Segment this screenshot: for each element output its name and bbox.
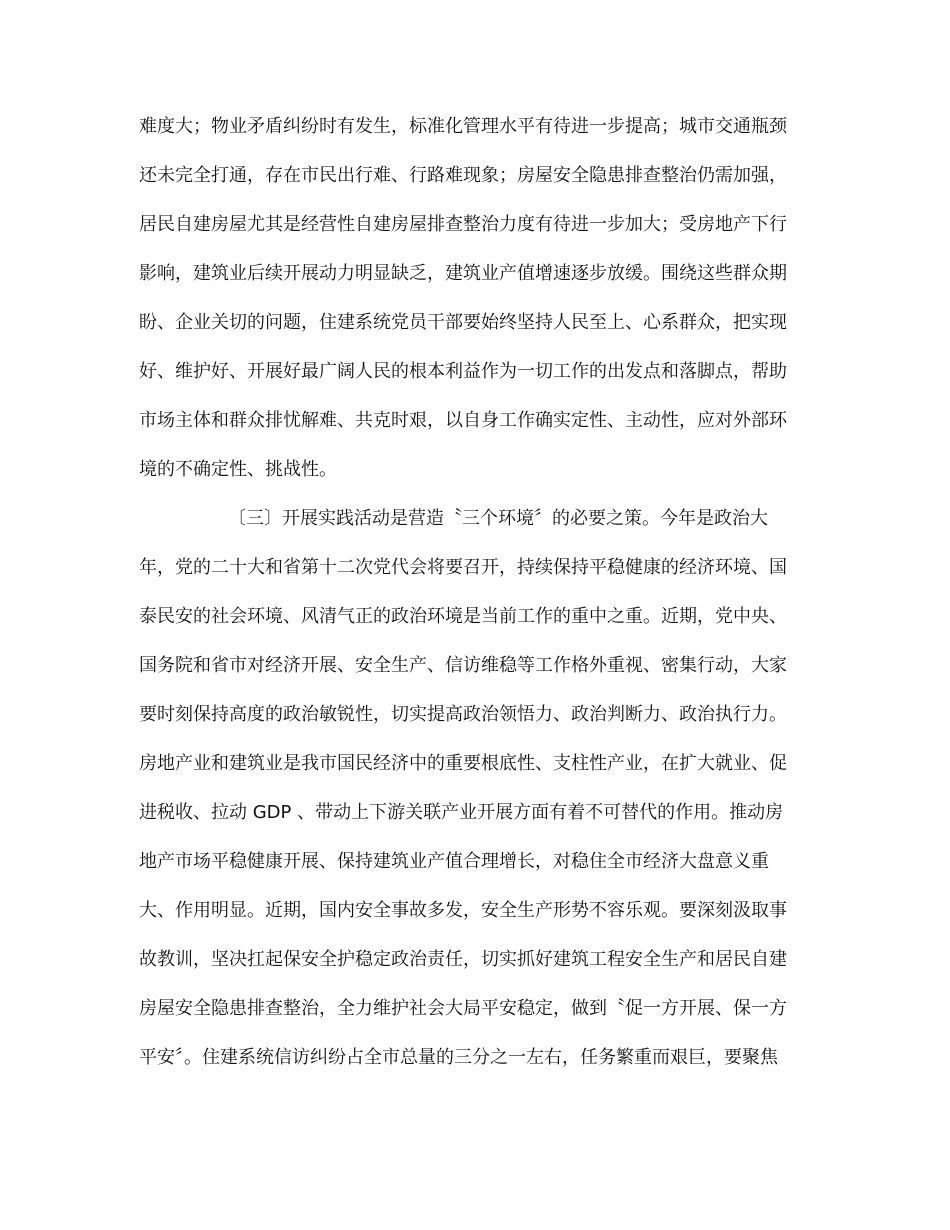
text-line: 还未完全打通，存在市民出行难、行路难现象；房屋安全隐患排查整治仍需加强， [139, 165, 787, 186]
text-line: 难度大；物业矛盾纠纷时有发生，标准化管理水平有待进一步提高；城市交通瓶颈 [139, 116, 787, 137]
text-line: 泰民安的社会环境、风清气正的政治环境是当前工作的重中之重。近期，党中央、 [139, 606, 787, 627]
section-heading-line: 〔三〕开展实践活动是营造〝三个环境〞的必要之策。今年是政治大 [228, 508, 768, 529]
text-line: 国务院和省市对经济开展、安全生产、信访维稳等工作格外重视、密集行动，大家 [139, 655, 787, 676]
text-line: 进税收、拉动 GDP 、带动上下游关联产业开展方面有着不可替代的作用。推动房 [139, 802, 784, 823]
text-line: 好、维护好、开展好最广阔人民的根本利益作为一切工作的出发点和落脚点，帮助 [139, 361, 787, 382]
text-line: 故教训，坚决扛起保安全护稳定政治责任，切实抓好建筑工程安全生产和居民自建 [139, 949, 787, 970]
text-line: 影响，建筑业后续开展动力明显缺乏，建筑业产值增速逐步放缓。围绕这些群众期 [139, 263, 787, 284]
text-line: 年，党的二十大和省第十二次党代会将要召开，持续保持平稳健康的经济环境、国 [139, 557, 787, 578]
text-line: 市场主体和群众排忧解难、共克时艰，以自身工作确实定性、主动性，应对外部环 [139, 410, 787, 431]
text-line: 大、作用明显。近期，国内安全事故多发，安全生产形势不容乐观。要深刻汲取事 [139, 900, 787, 921]
text-line: 平安〞。住建系统信访纠纷占全市总量的三分之一左右，任务繁重而艰巨，要聚焦 [139, 1047, 778, 1068]
text-line: 房地产业和建筑业是我市国民经济中的重要根底性、支柱性产业，在扩大就业、促 [139, 753, 787, 774]
text-line: 要时刻保持高度的政治敏锐性，切实提高政治领悟力、政治判断力、政治执行力。 [139, 704, 787, 725]
text-line: 房屋安全隐患排查整治，全力维护社会大局平安稳定，做到〝促一方开展、保一方 [139, 998, 787, 1019]
text-line: 盼、企业关切的问题，住建系统党员干部要始终坚持人民至上、心系群众，把实现 [139, 312, 787, 333]
text-line: 地产市场平稳健康开展、保持建筑业产值合理增长，对稳住全市经济大盘意义重 [139, 851, 769, 872]
text-line: 境的不确定性、挑战性。 [139, 459, 337, 480]
text-line: 居民自建房屋尤其是经营性自建房屋排查整治力度有待进一步加大；受房地产下行 [139, 214, 787, 235]
